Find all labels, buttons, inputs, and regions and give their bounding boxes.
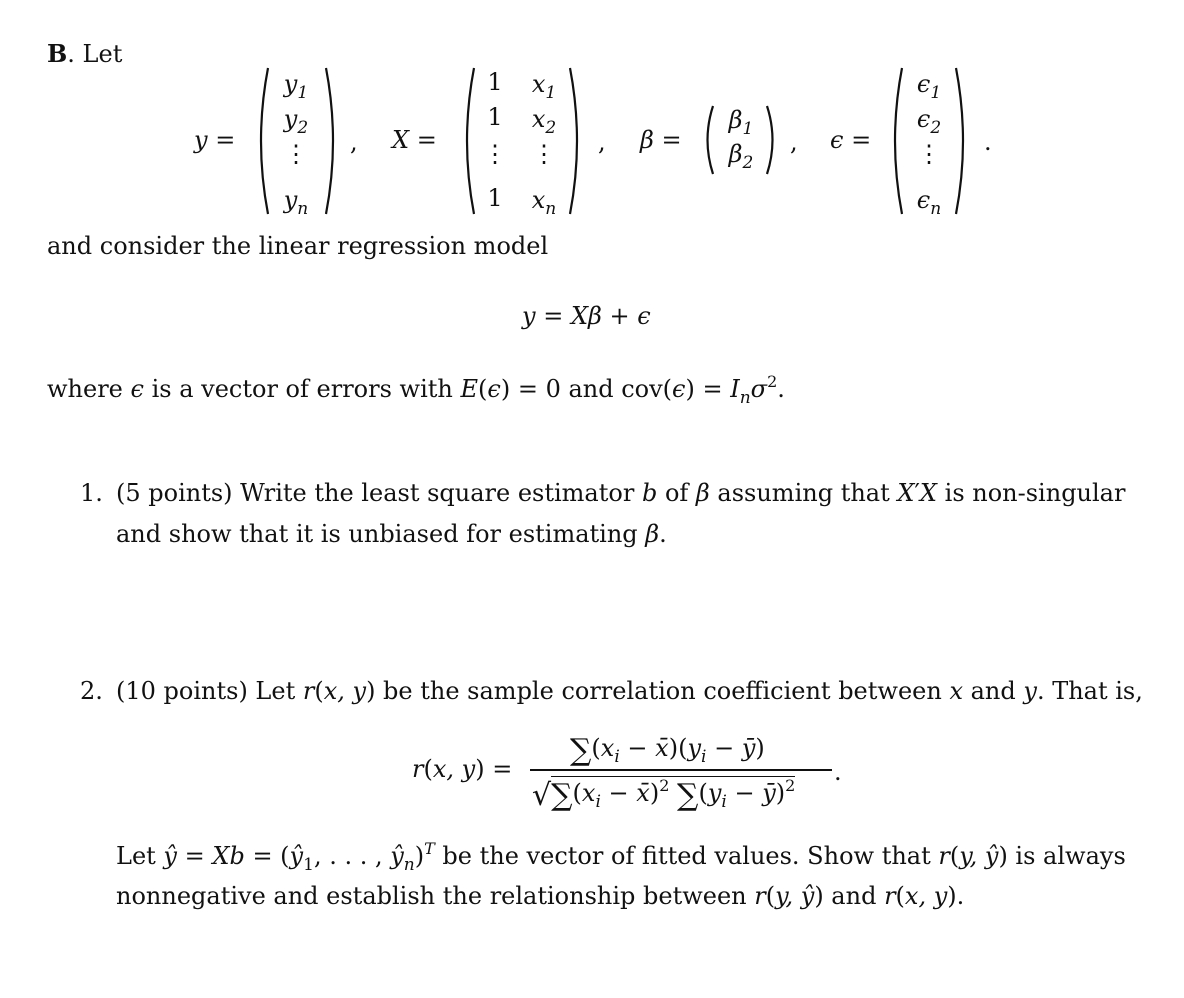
- beta-vector-entry: $\beta_1$: [728, 106, 754, 139]
- section-heading: [47, 39, 122, 68]
- x-matrix-entry: ⋮: [483, 140, 507, 168]
- problem-1-line-1: (5 points) Write the least square estimator b of β assuming that X′X is non-singular: [116, 479, 1126, 507]
- x-matrix-right-paren: [566, 66, 586, 216]
- epsilon-vector-entry: ⋮: [917, 140, 941, 168]
- y-vector-entry: $y_2$: [283, 105, 309, 138]
- beta-vector-entry: $\beta_2$: [728, 140, 754, 173]
- section-letter: B: [47, 39, 68, 68]
- y-vector-entry: $y_1$: [283, 70, 309, 103]
- x-matrix-left-paren: [458, 66, 478, 216]
- epsilon-vector-right-paren: [952, 66, 972, 216]
- comma: ,: [790, 128, 798, 156]
- x-matrix-entry: $x_n$: [531, 186, 557, 219]
- x-matrix-entry: $x_1$: [531, 70, 557, 103]
- consider-text: and consider the linear regression model: [47, 232, 549, 260]
- x-matrix-entry: ⋮: [532, 140, 556, 168]
- problem-number: 2.: [80, 677, 103, 705]
- beta-vector-left-paren: [700, 104, 716, 176]
- problem-2-followup-line-2: nonnegative and establish the relationship between r(y, ŷ) and r(x, y).: [116, 882, 965, 910]
- y-vector-entry: ⋮: [284, 140, 308, 168]
- x-matrix-entry: 1: [487, 103, 503, 131]
- period: .: [834, 758, 842, 786]
- problem-number: 1.: [80, 479, 103, 507]
- epsilon-vector-entry: $\epsilon_n$: [916, 186, 942, 219]
- comma: ,: [598, 128, 606, 156]
- correlation-formula-denominator: $√\sum(x_i$ − x̄)$^2$ $\sum(y_i$ − ȳ)$^2$: [532, 776, 796, 813]
- model-equation: y = Xβ + ϵ: [522, 302, 651, 330]
- beta-vector-right-paren: [764, 104, 780, 176]
- epsilon-vector-entry: $\epsilon_2$: [916, 105, 942, 138]
- problem-2-line-1: (10 points) Let r(x, y) be the sample correlation coefficient between x and y. That is,: [116, 677, 1143, 705]
- epsilon-vector-left-paren: [886, 66, 906, 216]
- y-vector-right-paren: [322, 66, 342, 216]
- section-intro: . Let: [67, 40, 123, 68]
- x-matrix-label: X =: [392, 126, 437, 154]
- y-vector-entry: $y_n$: [283, 186, 309, 219]
- comma: ,: [350, 128, 358, 156]
- y-vector-label: y =: [194, 126, 236, 154]
- fraction-bar: [530, 769, 832, 771]
- problem-2-followup-line-1: Let ŷ = $Xb = (ŷ_1$, . . . , $ŷ_n)^T$ be the vector of fitted values. Show that r(y, ŷ) is always: [116, 839, 1126, 875]
- x-matrix-entry: $x_2$: [531, 105, 557, 138]
- correlation-formula-lhs: r(x, y) =: [412, 755, 513, 783]
- beta-vector-label: β =: [640, 126, 682, 154]
- x-matrix-entry: 1: [487, 68, 503, 96]
- correlation-formula-numerator: $\sum(x_i$ − $x̄)(y_i$ − ȳ): [570, 733, 765, 768]
- where-text: where ϵ is a vector of errors with E(ϵ) = 0 and $cov(\epsilon) = I_n\sigma^2$.: [47, 372, 785, 408]
- x-matrix-entry: 1: [487, 184, 503, 212]
- epsilon-vector-entry: $\epsilon_1$: [916, 70, 942, 103]
- epsilon-vector-label: ϵ =: [830, 126, 872, 154]
- period: .: [984, 128, 992, 156]
- problem-1-line-2: and show that it is unbiased for estimating β.: [116, 520, 667, 548]
- y-vector-left-paren: [252, 66, 272, 216]
